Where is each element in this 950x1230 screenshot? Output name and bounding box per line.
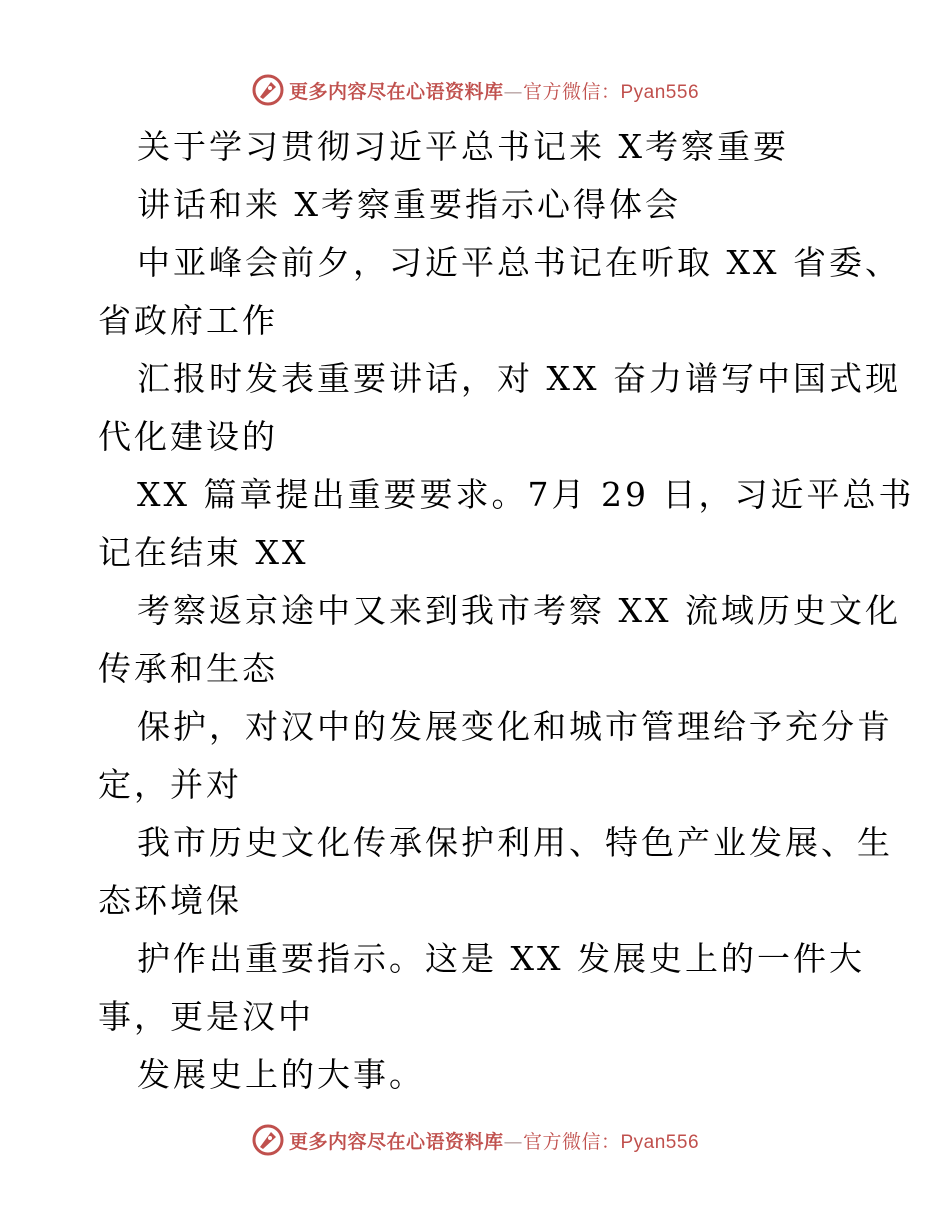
paragraph-line: 记在结束 XX: [98, 533, 309, 572]
banner-separator: —: [503, 80, 523, 103]
banner-wechat-label: 官方微信：: [522, 1130, 621, 1153]
banner-text: [289, 77, 699, 104]
title-line-1: 关于学习贯彻习近平总书记来 X考察重要: [137, 127, 789, 166]
paragraph-line: 我市历史文化传承保护利用、特色产业发展、生: [137, 823, 893, 862]
pen-nib-circle-icon: [251, 73, 285, 107]
paragraph-line: 护作出重要指示。这是 XX 发展史上的一件大: [137, 939, 865, 978]
banner-wechat-label: 官方微信：: [522, 80, 621, 103]
paragraph-line: 代化建设的: [98, 417, 278, 456]
paragraph-line: 发展史上的大事。: [137, 1055, 425, 1094]
banner-wechat-handle: Pyan556: [620, 1131, 700, 1153]
paragraph-line: 中亚峰会前夕，习近平总书记在听取 XX 省委、: [137, 243, 901, 282]
banner-brand: 更多内容尽在心语资料库: [288, 80, 504, 103]
paragraph-line: XX 篇章提出重要要求。7月 29 日，习近平总书: [137, 475, 915, 514]
paragraph-line: 省政府工作: [98, 301, 278, 340]
banner-brand: 更多内容尽在心语资料库: [288, 1130, 504, 1153]
banner-separator: —: [503, 1130, 523, 1153]
paragraph-line: 定，并对: [98, 765, 242, 804]
paragraph-line: 考察返京途中又来到我市考察 XX 流域历史文化: [137, 591, 901, 630]
paragraph-line: 传承和生态: [98, 649, 278, 688]
title-line-2: 讲话和来 X考察重要指示心得体会: [137, 185, 681, 224]
banner-wechat-handle: Pyan556: [620, 81, 700, 103]
pen-nib-circle-icon: [251, 1123, 285, 1157]
footer-banner: [0, 1120, 950, 1160]
paragraph-line: 态环境保: [98, 881, 242, 920]
paragraph-line: 事，更是汉中: [98, 997, 314, 1036]
paragraph-line: 汇报时发表重要讲话，对 XX 奋力谱写中国式现: [137, 359, 901, 398]
banner-text: [289, 1127, 699, 1154]
paragraph-line: 保护，对汉中的发展变化和城市管理给予充分肯: [137, 707, 893, 746]
header-banner: [0, 70, 950, 110]
